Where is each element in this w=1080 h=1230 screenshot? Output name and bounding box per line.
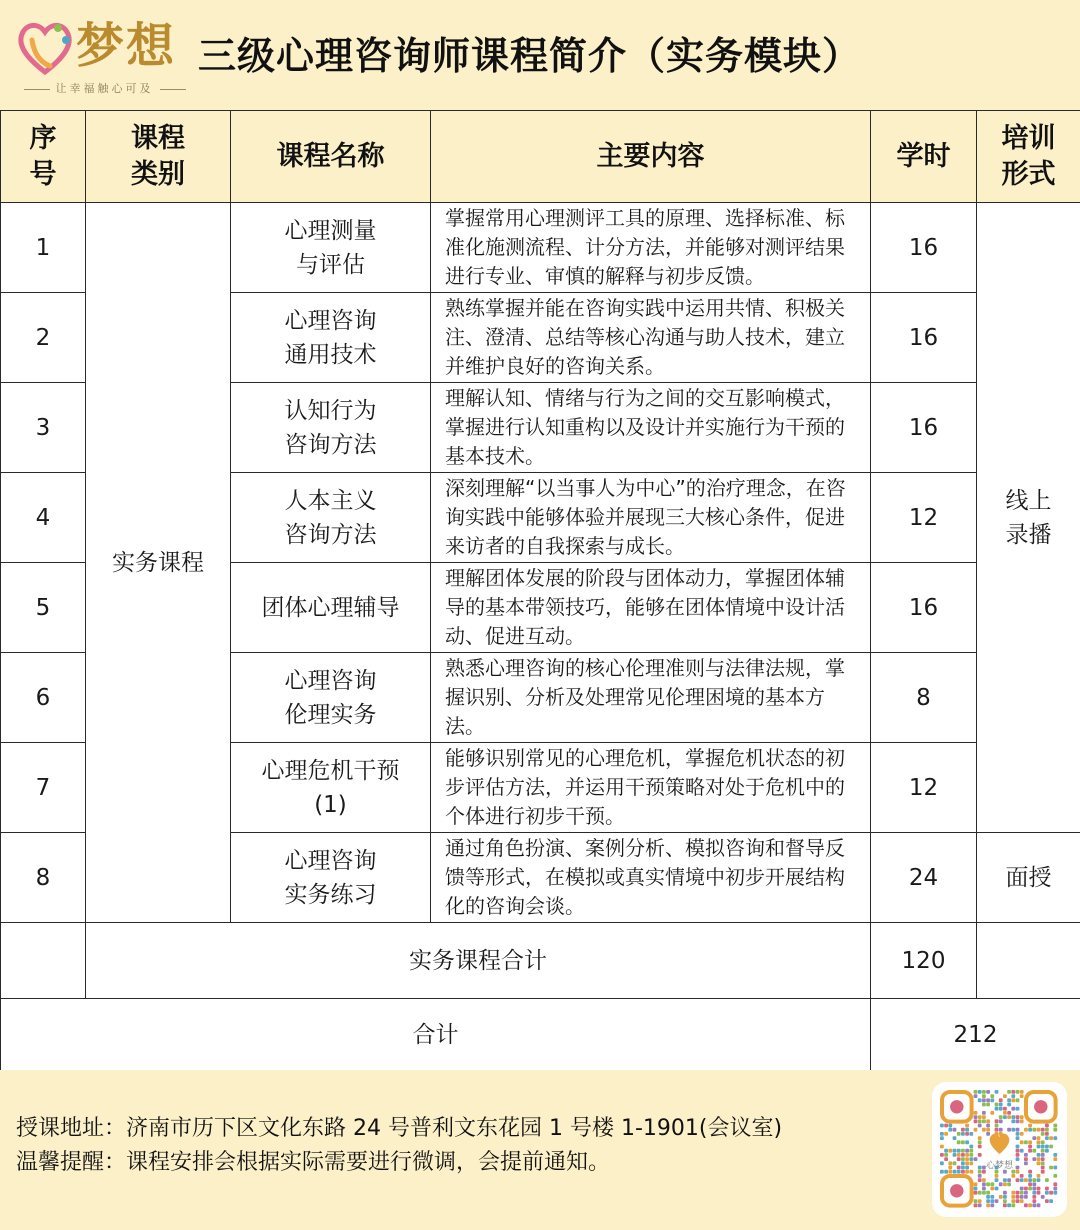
- brand-slogan: 让幸福触心可及: [12, 80, 197, 96]
- header-index-label: 序号: [29, 122, 57, 190]
- course-hours: 8: [871, 653, 977, 743]
- header-format: [977, 111, 1080, 203]
- row-index: 3: [1, 383, 86, 473]
- header-category: [86, 111, 231, 203]
- course-content: 深刻理解“以当事人为中心”的治疗理念，在咨询实践中能够体验并展现三大核心条件，促进来访者的自我探索与成长。: [431, 473, 871, 563]
- footer-banner: [0, 1070, 1080, 1230]
- notice-line: [16, 1146, 782, 1180]
- course-content: 掌握常用心理测评工具的原理、选择标准、标准化施测流程、计分方法，并能够对测评结果进行专业、审慎的解释与初步反馈。: [431, 203, 871, 293]
- page-title: 三级心理咨询师课程简介（实务模块）: [198, 34, 862, 78]
- row-index: 6: [1, 653, 86, 743]
- header-index: [1, 111, 86, 203]
- header-content-label: 主要内容: [596, 140, 705, 172]
- address-line: [16, 1112, 782, 1146]
- row-index: 7: [1, 743, 86, 833]
- course-name: 心理咨询实务练习: [284, 847, 377, 908]
- course-name: 人本主义咨询方法: [284, 487, 377, 548]
- course-name: 认知行为咨询方法: [284, 397, 377, 458]
- qr-code[interactable]: [932, 1082, 1067, 1217]
- heart-logo-icon: [14, 14, 76, 80]
- header-course-name: [231, 111, 431, 203]
- course-hours: 24: [871, 833, 977, 923]
- course-content: 熟悉心理咨询的核心伦理准则与法律法规，掌握识别、分析及处理常见伦理困境的基本方法。: [431, 653, 871, 743]
- header-content: [431, 111, 871, 203]
- course-name: 心理咨询伦理实务: [284, 667, 377, 728]
- total-hours: 212: [871, 999, 1080, 1072]
- course-hours: 16: [871, 293, 977, 383]
- total-label: 合计: [1, 999, 871, 1072]
- course-name-cell: [231, 473, 431, 563]
- course-name: 心理测量与评估: [284, 217, 377, 278]
- course-name-cell: [231, 653, 431, 743]
- course-name: 团体心理辅导: [261, 594, 400, 621]
- row-index: 8: [1, 833, 86, 923]
- course-name-cell: [231, 833, 431, 923]
- notice-label: 温馨提醒：: [16, 1150, 127, 1175]
- course-content: 理解团体发展的阶段与团体动力，掌握团体辅导的基本带领技巧，能够在团体情境中设计活动、促进互动。: [431, 563, 871, 653]
- subtotal-hours: 120: [871, 923, 977, 999]
- header-hours-label: 学时: [896, 140, 951, 172]
- footer-info: [16, 1112, 782, 1180]
- row-index: 1: [1, 203, 86, 293]
- address-label: 授课地址：: [16, 1116, 127, 1141]
- total-row: [1, 999, 1080, 1072]
- header-format-label: 培训形式: [1001, 122, 1056, 190]
- course-content: 能够识别常见的心理危机，掌握危机状态的初步评估方法，并运用干预策略对处于危机中的个体进行初步干预。: [431, 743, 871, 833]
- course-name-cell: [231, 383, 431, 473]
- subtotal-format-blank-cell: [977, 923, 1080, 999]
- course-category: 实务课程: [112, 549, 204, 576]
- row-index: 5: [1, 563, 86, 653]
- course-name-cell: [231, 743, 431, 833]
- course-hours: 16: [871, 563, 977, 653]
- header-hours: [871, 111, 977, 203]
- course-name: 心理危机干预(1): [261, 757, 400, 818]
- header-category-label: 课程类别: [131, 122, 185, 190]
- course-table: [0, 110, 1080, 1072]
- address-text: 济南市历下区文化东路 24 号普利文东花园 1 号楼 1-1901(会议室): [126, 1116, 783, 1141]
- subtotal-blank-cell: [1, 923, 86, 999]
- course-hours: 16: [871, 383, 977, 473]
- course-name-cell: [231, 293, 431, 383]
- table-header-row: [1, 111, 1080, 203]
- course-content: 熟练掌握并能在咨询实践中运用共情、积极关注、澄清、总结等核心沟通与助人技术，建立并维护良好的咨询关系。: [431, 293, 871, 383]
- header-course-name-label: 课程名称: [276, 140, 385, 172]
- format-online: 线上录播: [1005, 487, 1052, 548]
- course-hours: 16: [871, 203, 977, 293]
- notice-text: 课程安排会根据实际需要进行微调，会提前通知。: [126, 1150, 611, 1175]
- subtotal-row: [1, 923, 1080, 999]
- brand-name: 梦想: [76, 18, 177, 74]
- course-content: 通过角色扮演、案例分析、模拟咨询和督导反馈等形式，在模拟或真实情境中初步开展结构化的咨询会谈。: [431, 833, 871, 923]
- header-banner: [0, 0, 1080, 110]
- qr-brand-label: 心梦想: [985, 1161, 1013, 1171]
- format-offline: 面授: [977, 833, 1080, 923]
- course-content: 理解认知、情绪与行为之间的交互影响模式，掌握进行认知重构以及设计并实施行为干预的基本技术。: [431, 383, 871, 473]
- course-hours: 12: [871, 473, 977, 563]
- course-name: 心理咨询通用技术: [284, 307, 377, 368]
- format-online-cell: [977, 203, 1080, 833]
- brand-logo: [12, 14, 197, 98]
- row-index: 4: [1, 473, 86, 563]
- course-hours: 12: [871, 743, 977, 833]
- qr-code-icon: [932, 1082, 1067, 1217]
- table-row: [1, 203, 1080, 293]
- row-index: 2: [1, 293, 86, 383]
- course-category-cell: [86, 203, 231, 923]
- course-name-cell: [231, 563, 431, 653]
- subtotal-label: 实务课程合计: [86, 923, 871, 999]
- course-name-cell: [231, 203, 431, 293]
